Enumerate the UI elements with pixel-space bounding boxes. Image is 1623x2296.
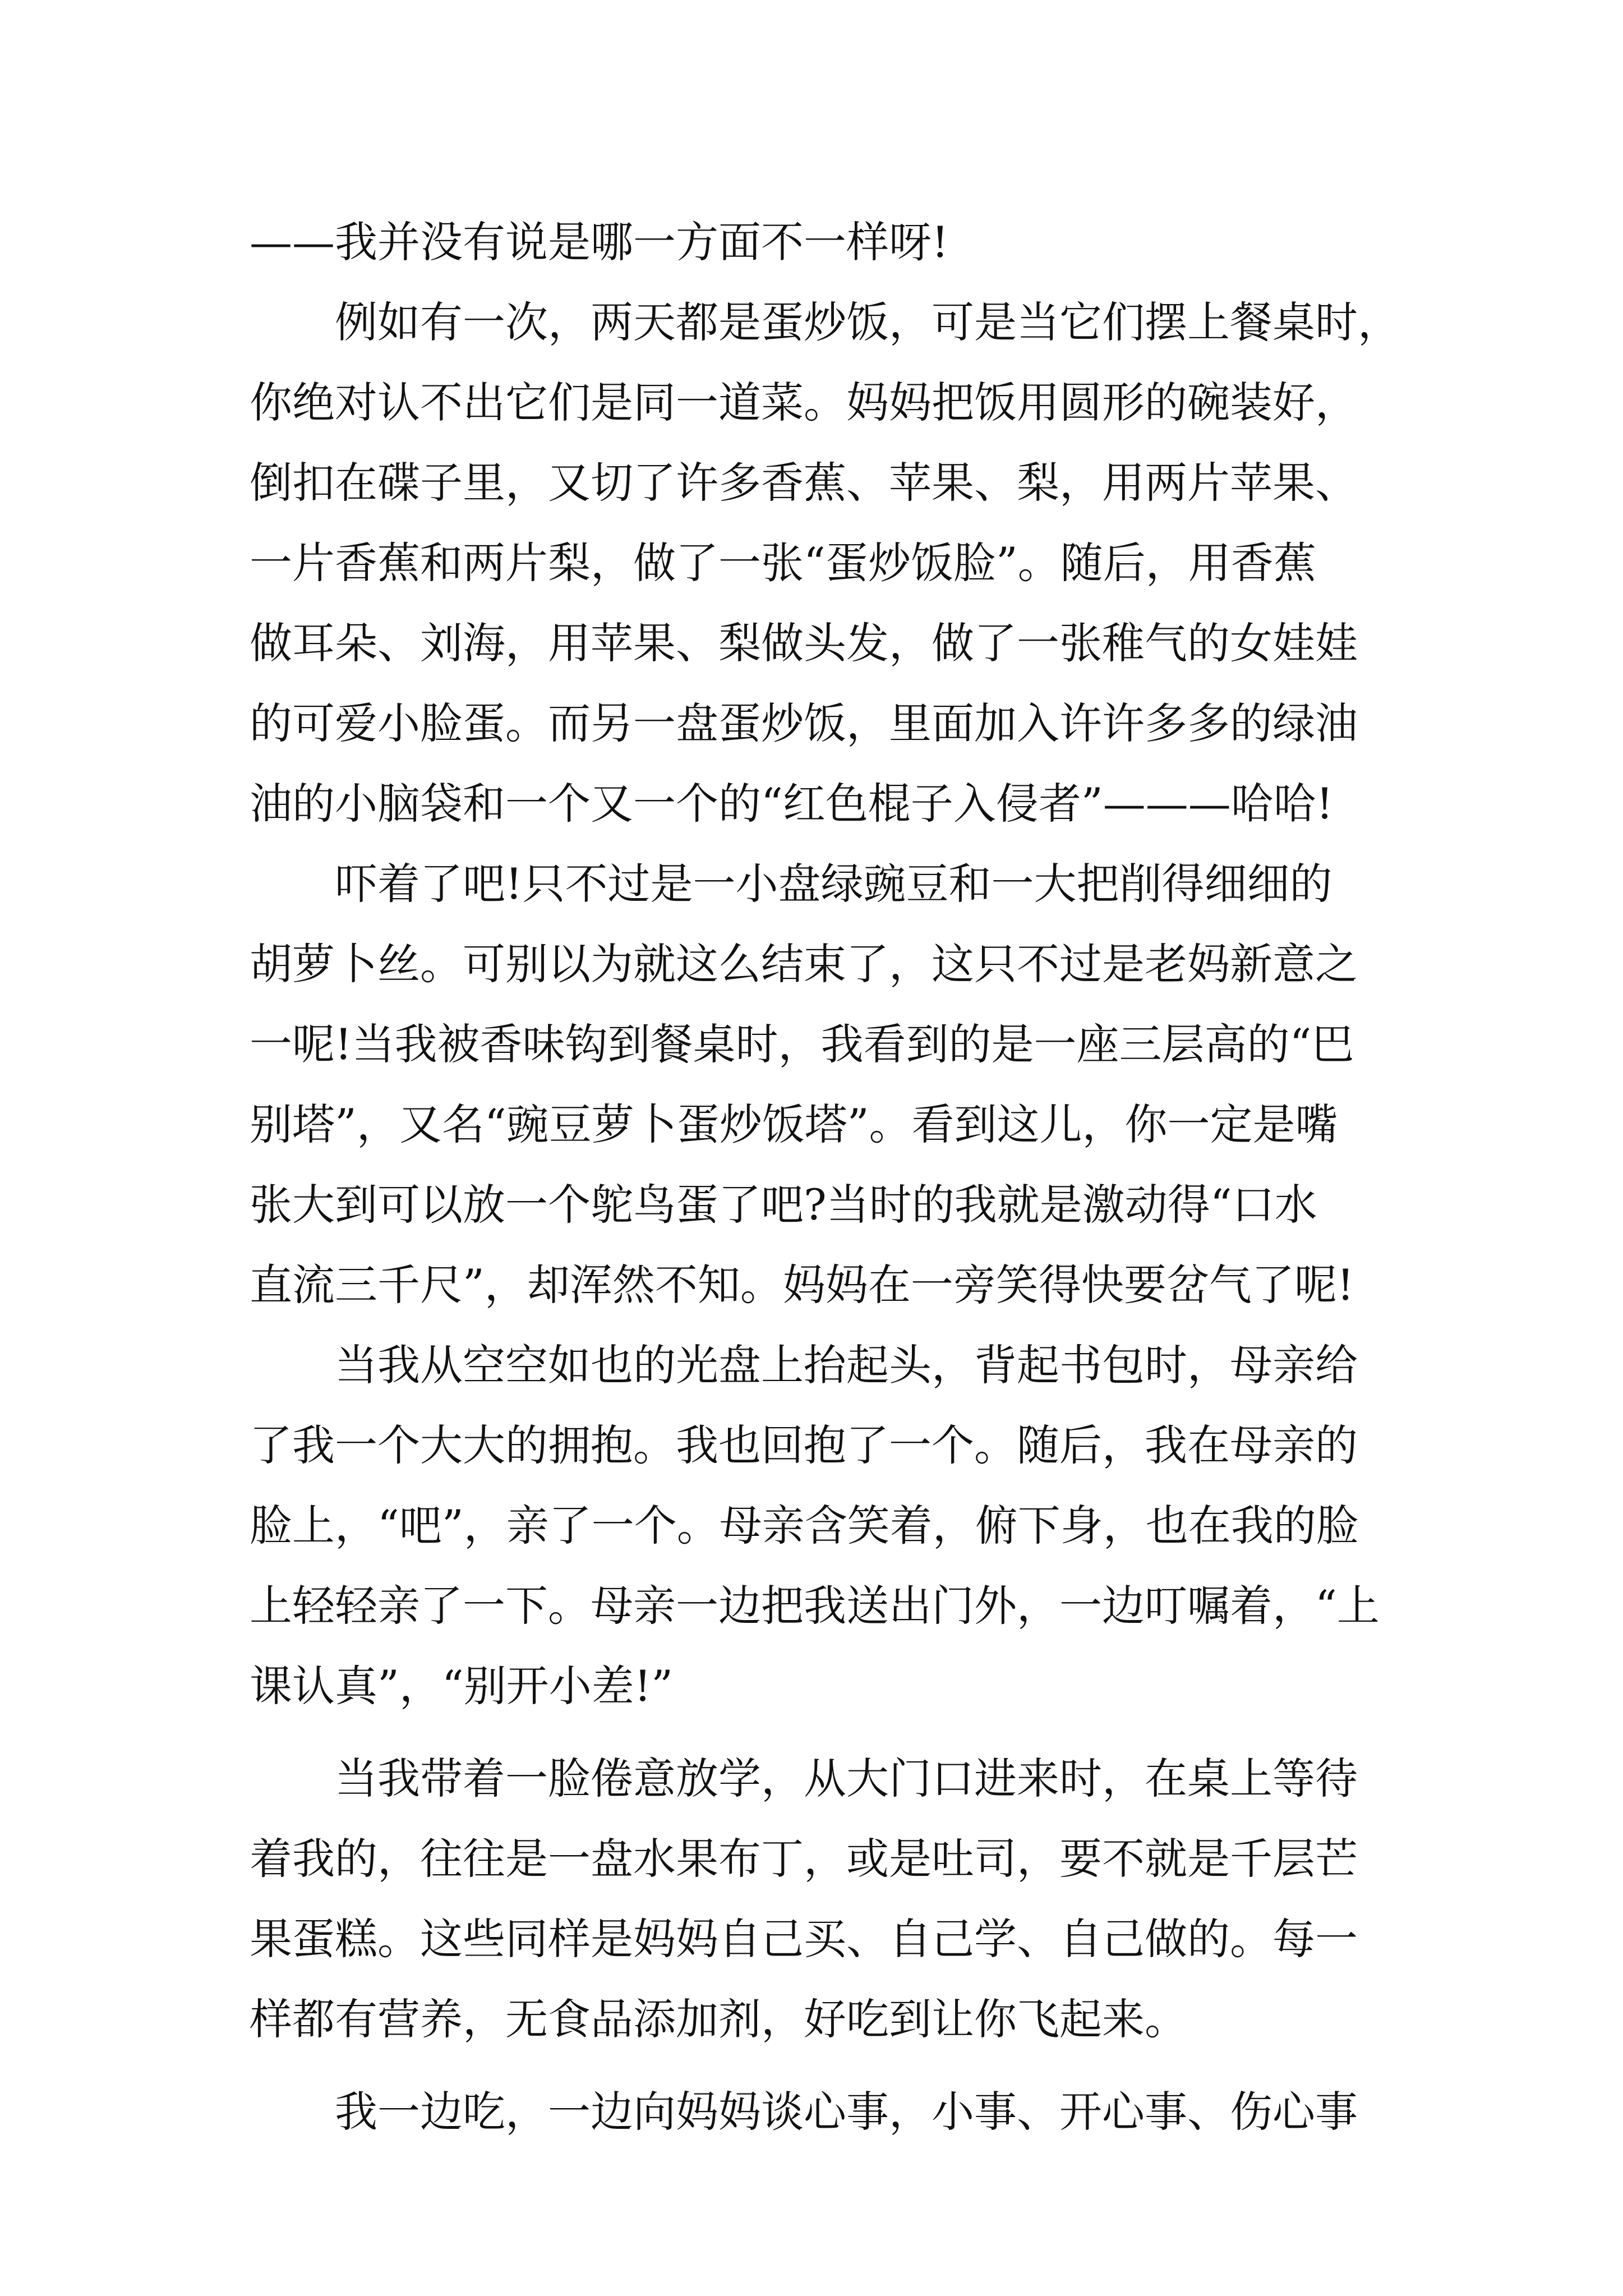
text-line: 倒扣在碟子里，又切了许多香蕉、苹果、梨，用两片苹果、	[250, 458, 1358, 508]
text-line: 一呢!当我被香味钩到餐桌时，我看到的是一座三层高的“巴	[250, 1019, 1354, 1069]
text-line: 课认真”，“别开小差!”	[250, 1661, 674, 1711]
text-line: 上轻轻亲了一下。母亲一边把我送出门外，一边叮嘱着，“上	[250, 1581, 1380, 1631]
text-line: 张大到可以放一个鸵鸟蛋了吧?当时的我就是激动得“口水	[250, 1180, 1317, 1230]
text-line: 当我从空空如也的光盘上抬起头，背起书包时，母亲给	[250, 1340, 1358, 1390]
text-line: 我一边吃，一边向妈妈谈心事，小事、开心事、伤心事	[250, 2087, 1358, 2137]
text-line: ——我并没有说是哪一方面不一样呀!	[250, 217, 949, 267]
text-line: 当我带着一脸倦意放学，从大门口进来时，在桌上等待	[250, 1754, 1358, 1803]
text-line: 的可爱小脸蛋。而另一盘蛋炒饭，里面加入许许多多的绿油	[250, 698, 1358, 748]
text-line: 脸上，“吧”，亲了一个。母亲含笑着，俯下身，也在我的脸	[250, 1501, 1359, 1550]
essay-body	[250, 202, 1400, 2152]
text-line: 做耳朵、刘海，用苹果、梨做头发，做了一张稚气的女娃娃	[250, 618, 1358, 668]
text-line: 你绝对认不出它们是同一道菜。妈妈把饭用圆形的碗装好，	[250, 378, 1358, 427]
paragraph-spacer	[250, 2059, 1382, 2072]
text-line: 例如有一次，两天都是蛋炒饭，可是当它们摆上餐桌时，	[250, 297, 1400, 347]
text-line: 一片香蕉和两片梨，做了一张“蛋炒饭脸”。随后，用香蕉	[250, 538, 1316, 588]
text-line: 油的小脑袋和一个又一个的“红色棍子入侵者”———哈哈!	[250, 779, 1334, 829]
text-line: 别塔”，又名“豌豆萝卜蛋炒饭塔”。看到这儿，你一定是嘴	[250, 1099, 1338, 1149]
text-line: 果蛋糕。这些同样是妈妈自己买、自己学、自己做的。每一	[250, 1914, 1358, 1964]
text-line: 着我的，往往是一盘水果布丁，或是吐司，要不就是千层芒	[250, 1834, 1358, 1884]
text-line: 样都有营养，无食品添加剂，好吃到让你飞起来。	[250, 1994, 1187, 2044]
text-line: 吓着了吧!只不过是一小盘绿豌豆和一大把削得细细的	[250, 859, 1332, 909]
text-line: 了我一个大大的拥抱。我也回抱了一个。随后，我在母亲的	[250, 1420, 1358, 1470]
text-line: 直流三千尺”，却浑然不知。妈妈在一旁笑得快要岔气了呢!	[250, 1260, 1354, 1310]
text-line: 胡萝卜丝。可别以为就这么结束了，这只不过是老妈新意之	[250, 939, 1358, 989]
paragraph-spacer	[250, 1726, 1382, 1738]
